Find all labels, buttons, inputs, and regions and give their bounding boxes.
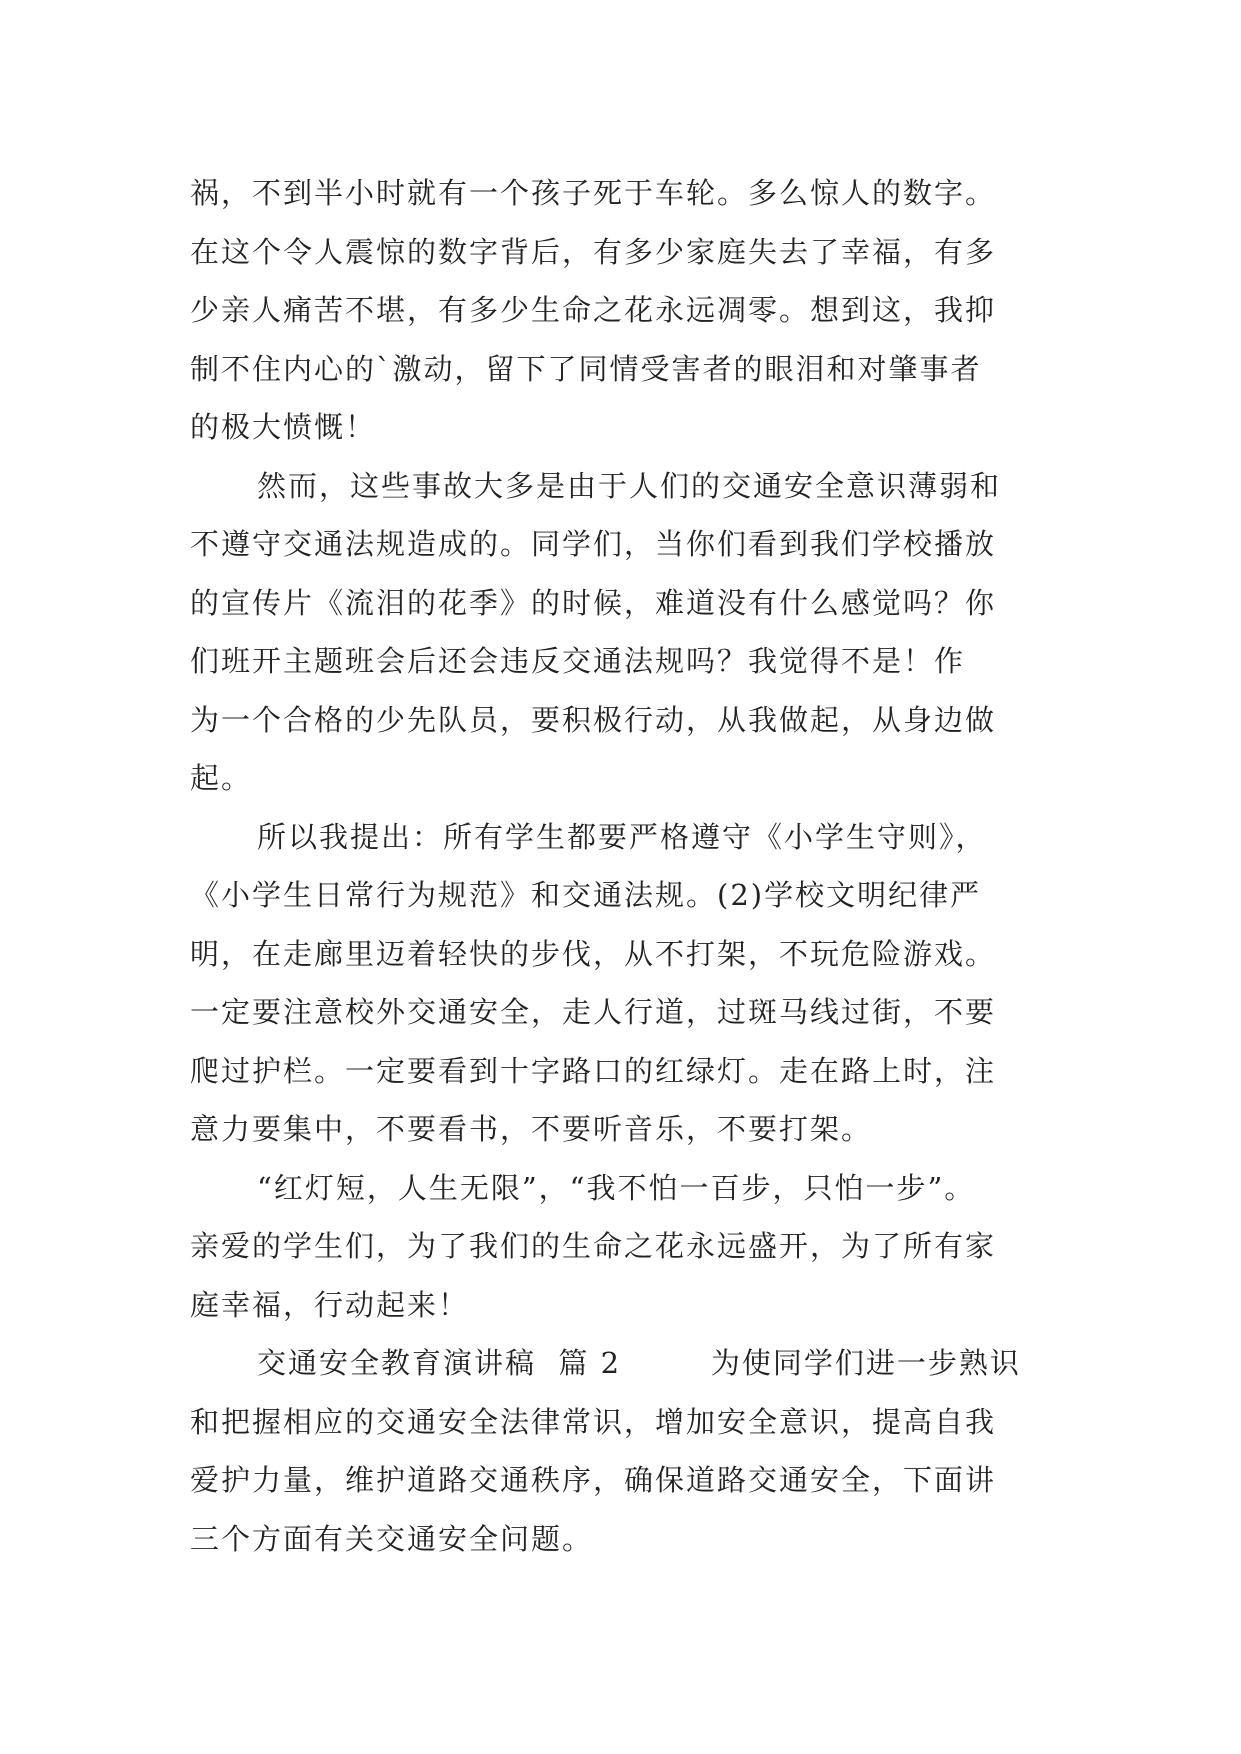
text-line: 不遵守交通法规造成的。同学们，当你们看到我们学校播放: [190, 527, 997, 561]
paragraph-start-line: “红灯短，人生无限”，“我不怕一百步，只怕一步”。: [257, 1170, 976, 1205]
text-line: 起。: [190, 761, 253, 795]
text-line: 一定要注意校外交通安全，走人行道，过斑马线过街，不要: [190, 995, 997, 1029]
text-line: 在这个令人震惊的数字背后，有多少家庭失去了幸福，有多: [190, 234, 997, 269]
text-line: 爬过护栏。一定要看到十字路口的红绿灯。走在路上时，注: [190, 1053, 997, 1088]
paragraph-start-line: 所以我提出：所有学生都要严格遵守《小学生守则》，: [257, 819, 987, 854]
text-line: 三个方面有关交通安全问题。: [190, 1521, 594, 1556]
text-line: 的宣传片《流泪的花季》的时候，难道没有什么感觉吗？你: [190, 585, 997, 620]
text-line: 祸，不到半小时就有一个孩子死于车轮。多么惊人的数字。: [190, 176, 997, 210]
text-line: 和把握相应的交通安全法律常识，增加安全意识，提高自我: [190, 1404, 997, 1439]
paragraph-start-line: 然而，这些事故大多是由于人们的交通安全意识薄弱和: [257, 468, 1002, 503]
text-line: 爱护力量，维护道路交通秩序，确保道路交通安全，下面讲: [190, 1463, 997, 1497]
text-line: 制不住内心的`激动，留下了同情受害者的眼泪和对肇事者: [190, 351, 982, 386]
paragraph-start-line: 交通安全教育演讲稿 篇 2 为使同学们进一步熟识: [257, 1346, 1021, 1380]
text-line: 明，在走廊里迈着轻快的步伐，从不打架，不玩危险游戏。: [190, 936, 997, 971]
text-line: 为一个合格的少先队员，要积极行动，从我做起，从身边做: [190, 702, 997, 737]
text-line: 意力要集中，不要看书，不要听音乐，不要打架。: [190, 1112, 873, 1146]
text-line: 亲爱的学生们，为了我们的生命之花永远盛开，为了所有家: [190, 1229, 997, 1263]
document-body: [190, 164, 1052, 1568]
text-line: 《小学生日常行为规范》和交通法规。(2)学校文明纪律严: [190, 878, 982, 912]
text-line: 少亲人痛苦不堪，有多少生命之花永远凋零。想到这，我抑: [190, 293, 997, 327]
text-line: 庭幸福，行动起来！: [190, 1287, 470, 1322]
text-line: 的极大愤慨！: [190, 410, 377, 444]
text-line: 们班开主题班会后还会违反交通法规吗？我觉得不是！作: [190, 644, 966, 678]
